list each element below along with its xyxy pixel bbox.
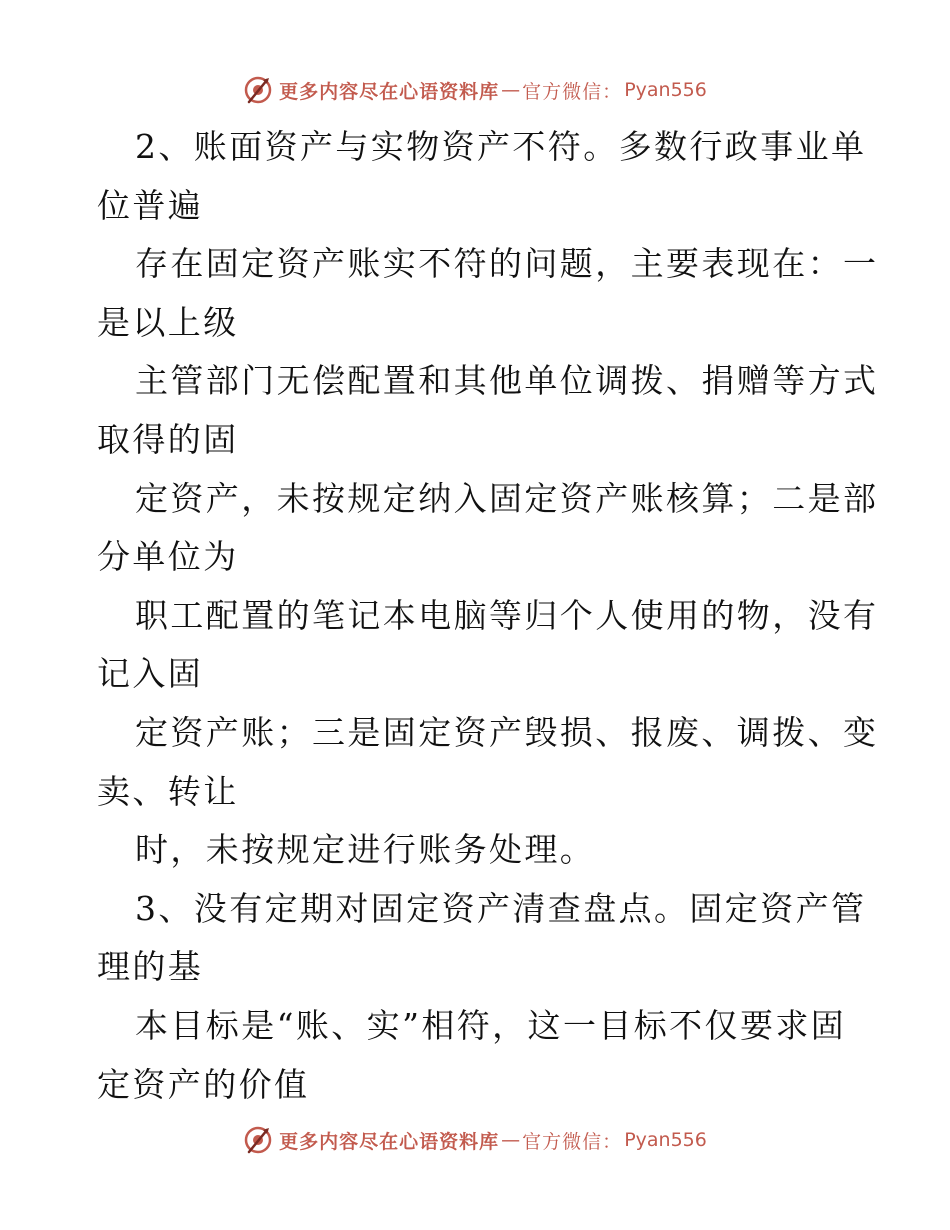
text-line: 卖、转让 [97, 771, 239, 811]
header-watermark [0, 70, 950, 110]
text-line: 本目标是“账、实”相符，这一目标不仅要求固 [135, 1005, 847, 1045]
footer-watermark [0, 1120, 950, 1160]
quill-logo-icon [243, 1125, 273, 1155]
text-line: 理的基 [97, 947, 204, 987]
text-line: 定资产账；三是固定资产毁损、报废、调拨、变 [135, 712, 879, 752]
text-line: 时，未按规定进行账务处理。 [135, 830, 596, 870]
document-body [97, 118, 879, 1114]
text-line: 存在固定资产账实不符的问题，主要表现在：一 [135, 244, 879, 284]
text-line: 位普遍 [97, 185, 204, 225]
footer-wechat-id: Pyan556 [624, 1129, 707, 1151]
header-wechat-id: Pyan556 [624, 79, 707, 101]
text-line: 是以上级 [97, 302, 239, 342]
text-line: 职工配置的笔记本电脑等归个人使用的物，没有 [135, 595, 879, 635]
text-line: 定资产，未按规定纳入固定资产账核算；二是部 [135, 478, 879, 518]
text-line: 取得的固 [97, 419, 239, 459]
footer-brand-text: 更多内容尽在心语资料库 [279, 1130, 500, 1153]
footer-dash: — [501, 1129, 521, 1151]
footer-wechat-label: 官方微信： [522, 1130, 623, 1153]
text-line: 定资产的价值 [97, 1064, 310, 1104]
text-line: 主管部门无偿配置和其他单位调拨、捐赠等方式 [135, 361, 879, 401]
text-line: 分单位为 [97, 537, 239, 577]
quill-logo-icon [243, 75, 273, 105]
header-wechat-label: 官方微信： [522, 80, 623, 103]
text-line: 2、账面资产与实物资产不符。多数行政事业单 [135, 127, 867, 166]
header-brand-text: 更多内容尽在心语资料库 [279, 80, 500, 103]
header-dash: — [501, 79, 521, 101]
text-line: 记入固 [97, 654, 204, 694]
text-line: 3、没有定期对固定资产清查盘点。固定资产管 [135, 888, 867, 928]
